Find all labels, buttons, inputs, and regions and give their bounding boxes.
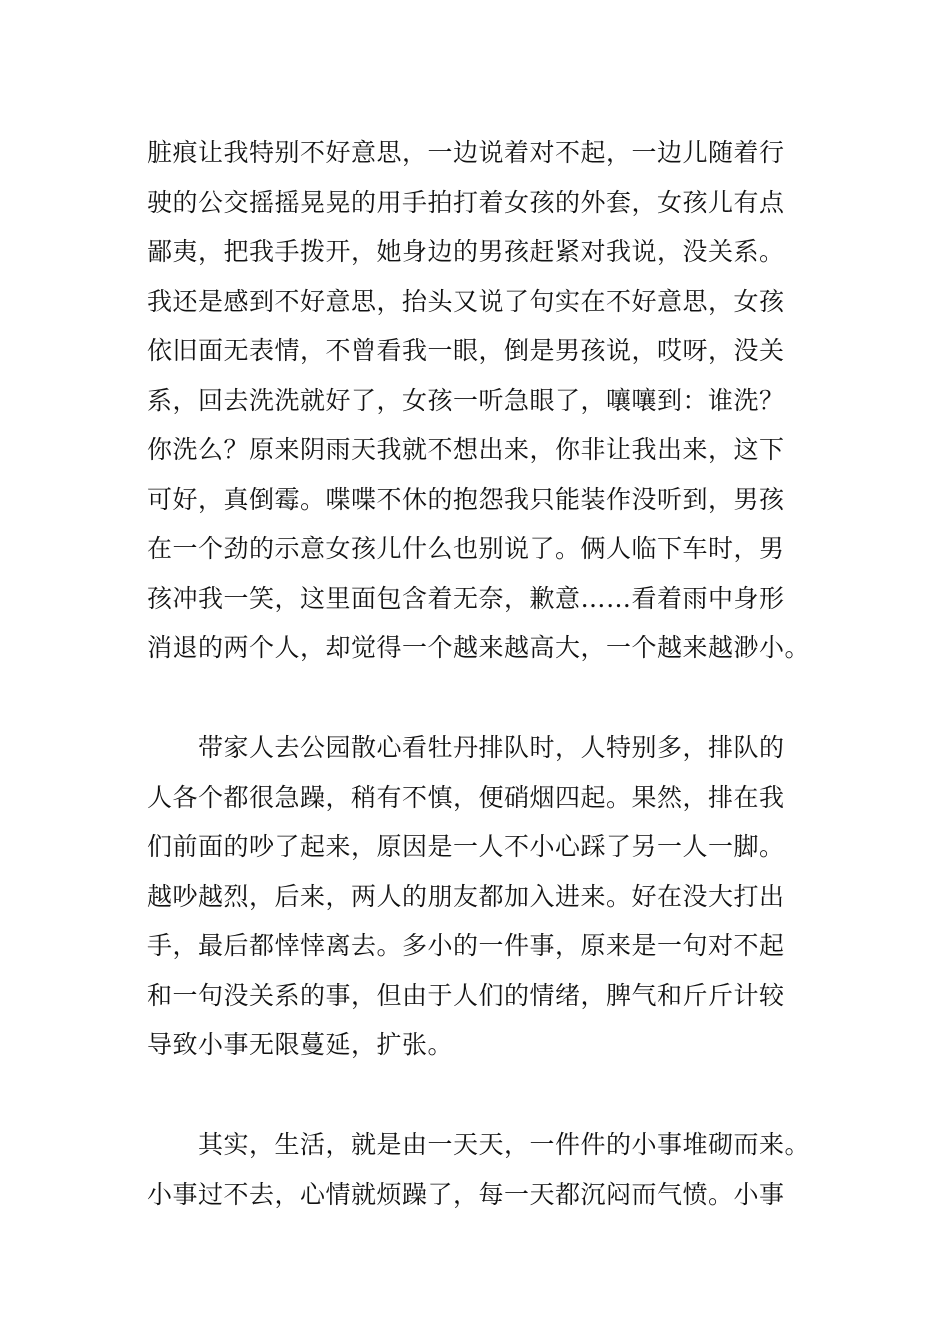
text-line: 可好，真倒霉。喋喋不休的抱怨我只能装作没听到，男孩: [147, 484, 785, 514]
text-line: 脏痕让我特别不好意思，一边说着对不起，一边儿随着行: [147, 138, 785, 167]
text-line: 其实，生活，就是由一天天，一件件的小事堆砌而来。: [147, 1130, 811, 1159]
text-line: 带家人去公园散心看牡丹排队时，人特别多，排队的: [147, 733, 785, 762]
text-line: 在一个劲的示意女孩儿什么也别说了。俩人临下车时，男: [147, 534, 785, 563]
paragraph-3: [147, 1120, 827, 1219]
text-line: 和一句没关系的事，但由于人们的情绪，脾气和斤斤计较: [147, 980, 785, 1010]
text-line: 人各个都很急躁，稍有不慎，便硝烟四起。果然，排在我: [147, 782, 785, 812]
text-line: 我还是感到不好意思，抬头又说了句实在不好意思，女孩: [147, 286, 785, 316]
text-line: 鄙夷，把我手拨开，她身边的男孩赶紧对我说，没关系。: [147, 237, 785, 266]
text-line: 消退的两个人，却觉得一个越来越高大，一个越来越渺小。: [147, 633, 811, 662]
text-line: 导致小事无限蔓延，扩张。: [147, 1030, 454, 1059]
text-line: 依旧面无表情，不曾看我一眼，倒是男孩说，哎呀，没关: [147, 336, 785, 365]
text-line: 驶的公交摇摇晃晃的用手拍打着女孩的外套，女孩儿有点: [147, 187, 785, 217]
text-line: 越吵越烈，后来，两人的朋友都加入进来。好在没大打出: [147, 881, 785, 911]
paragraph-2: [147, 723, 827, 1070]
text-line: 们前面的吵了起来，原因是一人不小心踩了另一人一脚。: [147, 832, 785, 861]
paragraph-1: [147, 128, 827, 673]
text-line: 手，最后都悻悻离去。多小的一件事，原来是一句对不起: [147, 931, 785, 960]
text-line: 你洗么？原来阴雨天我就不想出来，你非让我出来，这下: [147, 435, 785, 464]
text-line: 系，回去洗洗就好了，女孩一听急眼了，嚷嚷到：谁洗？: [147, 385, 785, 415]
text-line: 孩冲我一笑，这里面包含着无奈，歉意……看着雨中身形: [147, 583, 785, 613]
text-line: 小事过不去，心情就烦躁了，每一天都沉闷而气愤。小事: [147, 1179, 785, 1209]
